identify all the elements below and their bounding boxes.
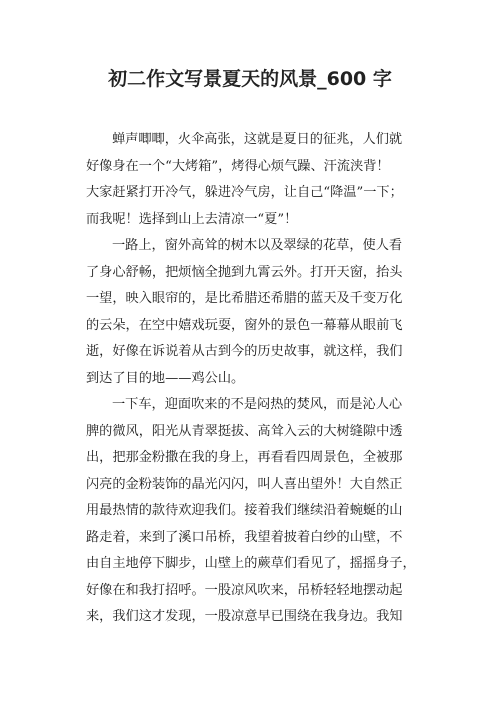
text-line: 逝，好像在诉说着从古到今的历史故事，就这样，我们: [86, 344, 403, 359]
text-line: 由自主地停下脚步，山壁上的蕨草们看见了，摇摇身子，: [86, 556, 416, 571]
text-line: 闪亮的金粉装饰的晶光闪闪，叫人喜出望外！大自然正: [86, 476, 403, 492]
text-line: 到达了目的地——鸡公山。: [86, 370, 245, 386]
text-line: 一望，映入眼帘的，是比希腊还希腊的蓝天及千变万化: [86, 291, 403, 306]
document-body: [86, 127, 426, 631]
text-line: 路走着，来到了溪口吊桥，我望着披着白纱的山壁，不: [86, 529, 403, 545]
text-line: 而我呢！选择到山上去清凉一“夏”！: [86, 211, 298, 227]
text-line: 用最热情的款待欢迎我们。接着我们继续沿着蜿蜒的山: [86, 503, 403, 518]
text-line: 的云朵，在空中嬉戏玩耍，窗外的景色一幕幕从眼前飞: [86, 317, 403, 333]
document-title: 初二作文写景夏天的风景_600 字: [108, 68, 392, 90]
text-line: 一下车，迎面吹来的不是闷热的焚风，而是沁人心: [112, 397, 403, 412]
text-line: 来，我们这才发现，一股凉意早已围绕在我身边。我知: [86, 609, 403, 624]
text-line: 了身心舒畅，把烦恼全抛到九霄云外。打开天窗，抬头: [86, 264, 403, 280]
text-line: 大家赶紧打开冷气，躲进冷气房，让自己“降温”一下；: [86, 185, 403, 200]
text-line: 好像在和我打招呼。一股凉风吹来，吊桥轻轻地摆动起: [86, 582, 403, 598]
text-line: 好像身在一个“大烤箱”，烤得心烦气躁、汗流浃背！: [86, 158, 390, 174]
text-line: 蝉声唧唧，火伞高张，这就是夏日的征兆，人们就: [112, 132, 403, 147]
text-line: 一路上，窗外高耸的树木以及翠绿的花草，使人看: [112, 238, 403, 253]
text-line: 脾的微风，阳光从青翠挺拔、高耸入云的大树缝隙中透: [86, 423, 403, 439]
text-line: 出，把那金粉撒在我的身上，再看看四周景色，全被那: [86, 450, 403, 465]
